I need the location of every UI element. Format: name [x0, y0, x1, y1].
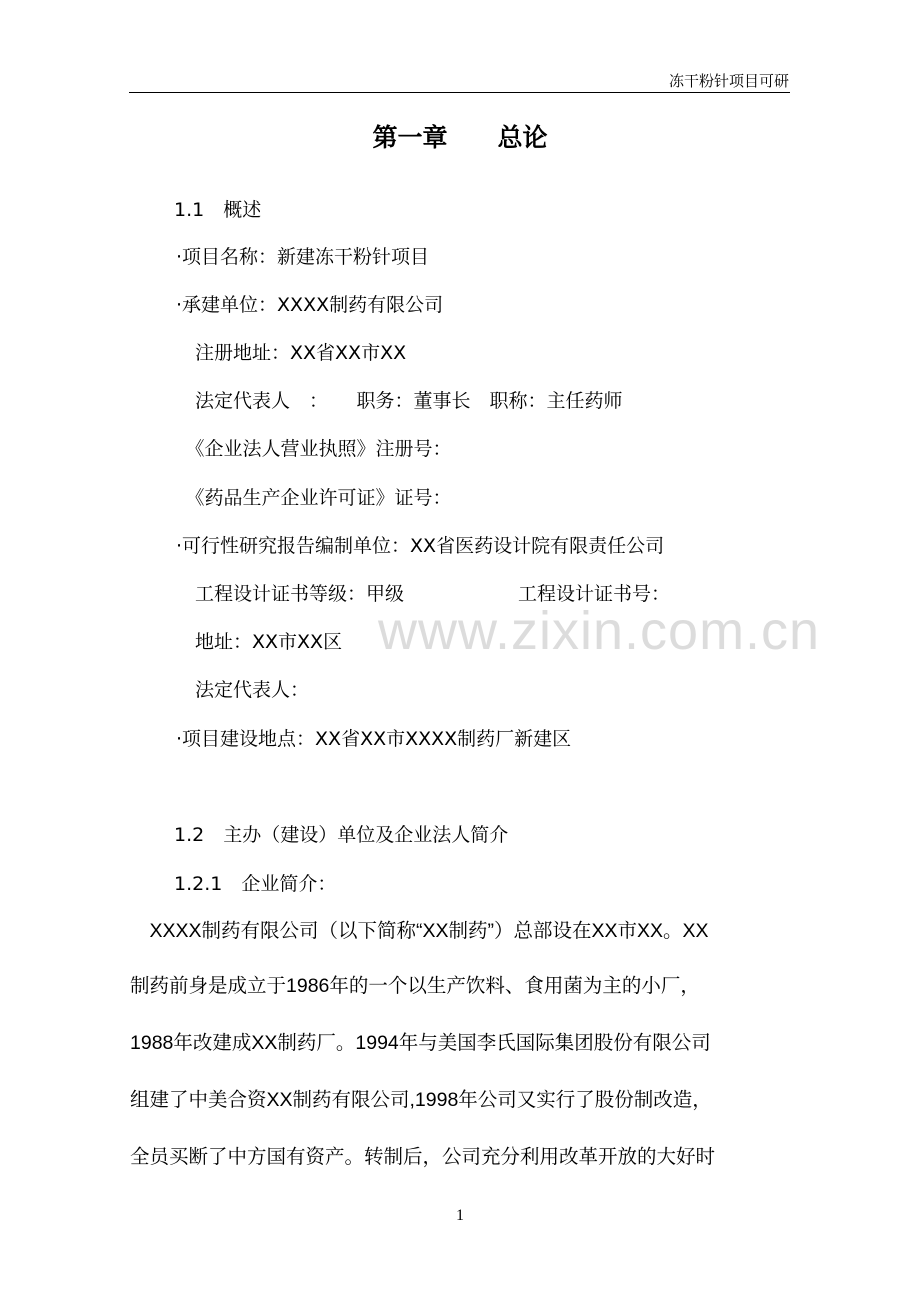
overview-item-builder: ·承建单位：XXXX制药有限公司	[176, 294, 444, 316]
section-heading-1-1: 1.1 概述	[174, 199, 262, 221]
overview-item-author-representative: 法定代表人：	[176, 679, 310, 701]
watermark-text: www.zixin.com.cn	[378, 601, 821, 661]
overview-item-legal-representative: 法定代表人 ： 职务：董事长 职称：主任药师	[176, 390, 623, 412]
paragraph-line: 1988年改建成XX制药厂。1994年与美国李氏国际集团股份有限公司	[130, 1032, 711, 1054]
overview-item-registered-address: 注册地址：XX省XX市XX	[176, 342, 407, 364]
page-number: 1	[456, 1207, 464, 1224]
section-heading-1-2: 1.2 主办（建设）单位及企业法人简介	[174, 824, 509, 846]
paragraph-line: 制药前身是成立于1986年的一个以生产饮料、食用菌为主的小厂，	[130, 975, 700, 997]
overview-item-report-author: ·可行性研究报告编制单位：XX省医药设计院有限责任公司	[176, 535, 665, 557]
paragraph-line: 组建了中美合资XX制药有限公司,1998年公司又实行了股份制改造，	[130, 1089, 712, 1111]
overview-item-certificate: 工程设计证书等级：甲级 工程设计证书号：	[176, 583, 671, 605]
subsection-heading-1-2-1: 1.2.1 企业简介：	[174, 873, 337, 895]
overview-item-author-address: 地址：XX市XX区	[176, 631, 343, 653]
overview-item-production-license: 《药品生产企业许可证》证号：	[176, 487, 452, 509]
overview-item-construction-site: ·项目建设地点：XX省XX市XXXX制药厂新建区	[176, 728, 572, 750]
overview-item-project-name: ·项目名称：新建冻干粉针项目	[176, 246, 430, 268]
overview-item-business-license: 《企业法人营业执照》注册号：	[176, 438, 452, 460]
chapter-title: 第一章 总论	[372, 123, 548, 152]
running-header-title: 冻干粉针项目可研	[668, 72, 789, 90]
header-divider	[129, 92, 790, 93]
paragraph-line: XXXX制药有限公司（以下简称“XX制药”）总部设在XX市XX。XX	[130, 920, 709, 942]
paragraph-line: 全员买断了中方国有资产。转制后，公司充分利用改革开放的大好时	[130, 1146, 716, 1168]
